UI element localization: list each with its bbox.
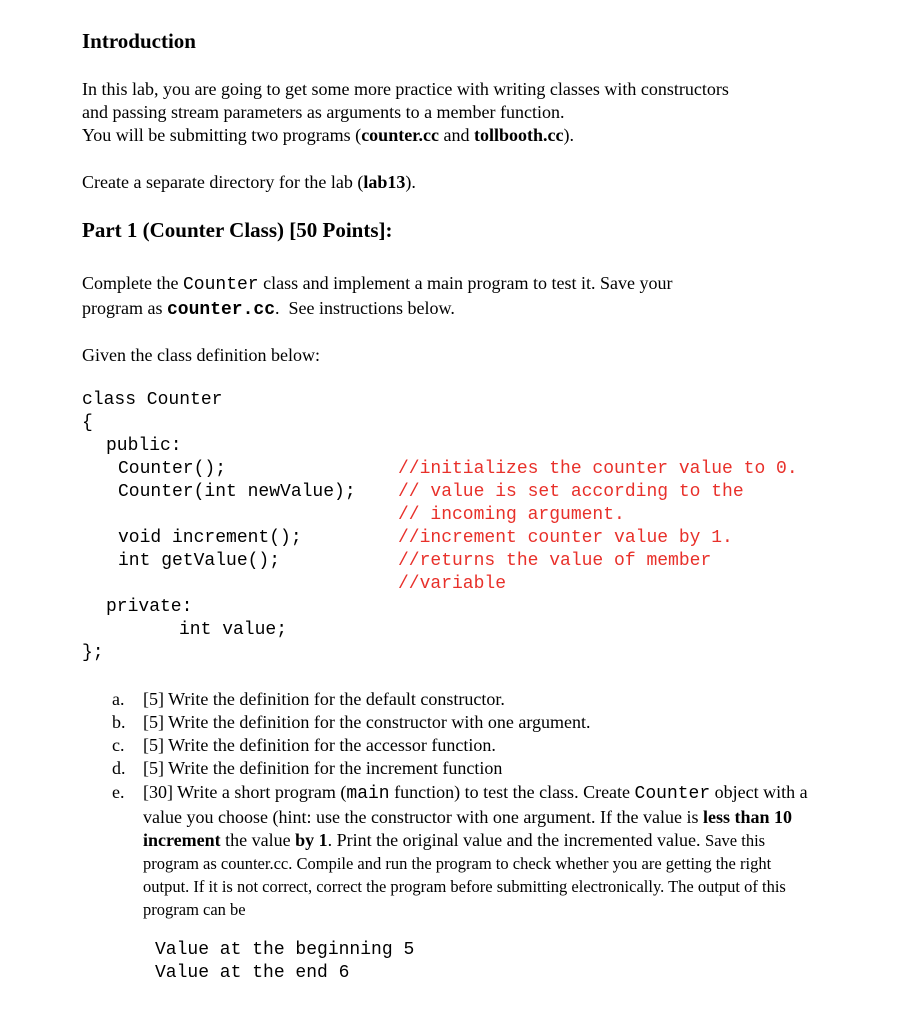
code-line-member: int value; — [179, 620, 288, 640]
code-line-close: }; — [82, 643, 104, 663]
task-e-part-2: function) to test the class. Create — [389, 782, 635, 802]
code-comment-getvalue: //returns the value of member — [398, 551, 712, 571]
code-comment-arg-ctor-2: // incoming argument. — [398, 505, 625, 525]
part1-desc2-pre: program as — [82, 298, 167, 318]
intro-line-2: and passing stream parameters as arguments to a member function. — [82, 102, 565, 122]
task-e-bold-1: less than 10 increment — [143, 807, 793, 850]
task-e-bold-2: by 1 — [295, 830, 328, 850]
task-d-marker: d. — [112, 758, 126, 778]
task-b-marker: b. — [112, 712, 126, 732]
output-line-1: Value at the beginning 5 — [155, 940, 415, 960]
task-e-part-1: [30] Write a short program ( — [143, 782, 347, 802]
task-e-marker: e. — [112, 782, 125, 802]
directory-name: lab13 — [363, 172, 406, 192]
filename-tollbooth: tollbooth.cc — [474, 125, 564, 145]
code-line-public: public: — [106, 436, 182, 456]
code-comment-arg-ctor: // value is set according to the — [398, 482, 744, 502]
directory-pre: Create a separate directory for the lab ( — [82, 172, 364, 192]
code-counter-inline: Counter — [182, 275, 259, 295]
code-comment-increment: //increment counter value by 1. — [398, 528, 733, 548]
task-a: [5] Write the definition for the default constructor. — [143, 689, 505, 709]
intro-line-3 — [82, 124, 574, 147]
intro-line-3-mid: and — [439, 125, 474, 145]
code-line-arg-ctor: Counter(int newValue); — [118, 482, 356, 502]
code-comment-getvalue-2: //variable — [398, 574, 507, 594]
code-comment-default-ctor: //initializes the counter value to 0. — [398, 459, 798, 479]
part1-desc-line-2 — [82, 297, 455, 322]
task-e-part-5: . Print the original value and the incremented value. — [327, 830, 706, 850]
code-line-getvalue: int getValue(); — [118, 551, 281, 571]
task-c-marker: c. — [112, 735, 125, 755]
code-line-increment: void increment(); — [118, 528, 302, 548]
code-line-private: private: — [106, 597, 193, 617]
intro-line-3-post: ). — [563, 125, 574, 145]
part1-desc-line-1 — [82, 272, 673, 297]
directory-instruction — [82, 171, 416, 194]
part1-desc2-post: . See instructions below. — [275, 298, 455, 318]
output-line-2: Value at the end 6 — [155, 963, 350, 983]
code-counter-cc-inline: counter.cc — [166, 300, 276, 320]
code-line-class: class Counter — [82, 390, 223, 410]
task-e-part-3: object with a value you choose (hint: use the constructor with one argument. If the value is — [143, 782, 808, 827]
filename-counter: counter.cc — [361, 125, 439, 145]
intro-line-1: In this lab, you are going to get some more practice with writing classes with constructors — [82, 79, 729, 99]
intro-heading: Introduction — [82, 29, 196, 53]
part1-heading: Part 1 (Counter Class) [50 Points]: — [82, 218, 393, 242]
task-d: [5] Write the definition for the increment function — [143, 758, 503, 778]
task-e-small: Save this program as counter.cc. Compile and run the program to check whether you are getting the right output. If it is not correct, correct the program before submitting electronically. The output of this program can be — [143, 831, 786, 919]
part1-desc-pre: Complete the — [82, 273, 183, 293]
task-e-part-4: the value — [220, 830, 296, 850]
task-b: [5] Write the definition for the constructor with one argument. — [143, 712, 591, 732]
task-e — [143, 781, 815, 921]
code-line-open-brace: { — [82, 413, 93, 433]
task-c: [5] Write the definition for the accessor function. — [143, 735, 496, 755]
intro-line-3-pre: You will be submitting two programs ( — [82, 125, 362, 145]
code-line-default-ctor: Counter(); — [118, 459, 227, 479]
code-counter-inline-2: Counter — [634, 784, 711, 804]
code-main-inline: main — [346, 784, 390, 804]
task-a-marker: a. — [112, 689, 125, 709]
given-text: Given the class definition below: — [82, 345, 320, 365]
part1-desc-post: class and implement a main program to test it. Save your — [258, 273, 673, 293]
directory-post: ). — [405, 172, 416, 192]
